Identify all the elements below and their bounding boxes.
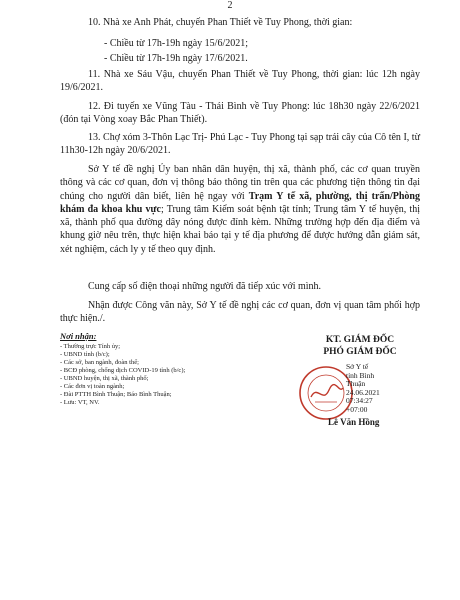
signature-line: Thuận — [346, 379, 366, 389]
recipient-item: - Lưu: VT, NV. — [60, 399, 100, 406]
main-paragraph — [60, 163, 420, 256]
closing-paragraph: Nhận được Công văn này, Sở Y tế đề nghị các cơ quan, đơn vị quan tâm phối hợp thực hiện./. — [60, 300, 420, 325]
item-10: 10. Nhà xe Anh Phát, chuyến Phan Thiết về Tuy Phong, thời gian: — [88, 17, 353, 28]
digital-signature-block — [346, 363, 380, 415]
item-11: 11. Nhà xe Sáu Vậu, chuyến Phan Thiết về Tuy Phong, thời gian: lúc 12h ngày 19/6/2021. — [60, 69, 420, 94]
recipients-title: Nơi nhận: — [60, 331, 97, 341]
main-paragraph-emphasis: Trạm Y tế xã, phường, thị trấn/Phòng khám đa khoa khu vực — [60, 190, 420, 215]
signature-timezone: +07:00 — [346, 404, 368, 414]
signature-title-2: PHÓ GIÁM ĐỐC — [323, 347, 397, 357]
phone-paragraph: Cung cấp số điện thoại những người đã tiếp xúc với mình. — [88, 281, 322, 292]
page-number: 2 — [227, 0, 233, 11]
signature-time: 07:34:27 — [346, 396, 373, 406]
recipient-item: - Đài PTTH Bình Thuận; Báo Bình Thuận; — [60, 391, 172, 398]
signer-name: Lê Văn Hồng — [328, 417, 380, 427]
signature-date: 24.06.2021 — [346, 387, 380, 397]
recipient-item: - Thường trực Tỉnh ủy; — [60, 343, 121, 350]
signature-title-1: KT. GIÁM ĐỐC — [325, 335, 395, 345]
recipient-item: - UBND tỉnh (b/c); — [60, 351, 110, 358]
item-13: 13. Chợ xóm 3-Thôn Lạc Trị- Phú Lạc - Tuy Phong tại sạp trái cây của Cô tên I, từ 11h30-12h ngày 20/6/2021. — [60, 132, 420, 157]
item-10-sub-2: - Chiều từ 17h-19h ngày 17/6/2021. — [104, 53, 248, 64]
item-10-sub-1: - Chiều từ 17h-19h ngày 15/6/2021; — [104, 38, 249, 49]
recipient-item: - UBND huyện, thị xã, thành phố; — [60, 375, 149, 382]
recipient-item: - BCĐ phòng, chống dịch COVID-19 tỉnh (b/c); — [60, 367, 186, 374]
item-12: 12. Đi tuyến xe Vũng Tàu - Thái Bình về Tuy Phong: lúc 18h30 ngày 22/6/2021 (đón tại Vòng xoay Bắc Phan Thiết). — [60, 101, 420, 126]
recipients-list — [60, 343, 185, 407]
signature-line: tỉnh Bình — [346, 370, 375, 380]
recipient-item: - Các đơn vị toàn ngành; — [60, 383, 125, 390]
recipient-item: - Các sở, ban ngành, đoàn thể; — [60, 359, 139, 366]
main-paragraph-text-end: ; Trung tâm Kiểm soát bệnh tật tỉnh; Trung tâm Y tế huyện, thị xã, thành phố qua đường dây nóng được đính kèm. Những trường hợp đến địa điểm và khung giờ nêu trên, thực hiện khai báo tại y tế địa phương để được hướng dẫn giám sát, xét nghiệm, cách ly y tế theo quy định. — [60, 203, 420, 255]
main-paragraph-text: Sở Y tế đề nghị Ủy ban nhân dân huyện, thị xã, thành phố, các cơ quan truyền thông và các cơ quan, đơn vị thông báo thông tin trên qua các phương tiện thông tin đại chúng cho người dân biết, liên hệ ngay với — [60, 164, 420, 202]
signature-line: Sở Y tế — [346, 362, 369, 371]
